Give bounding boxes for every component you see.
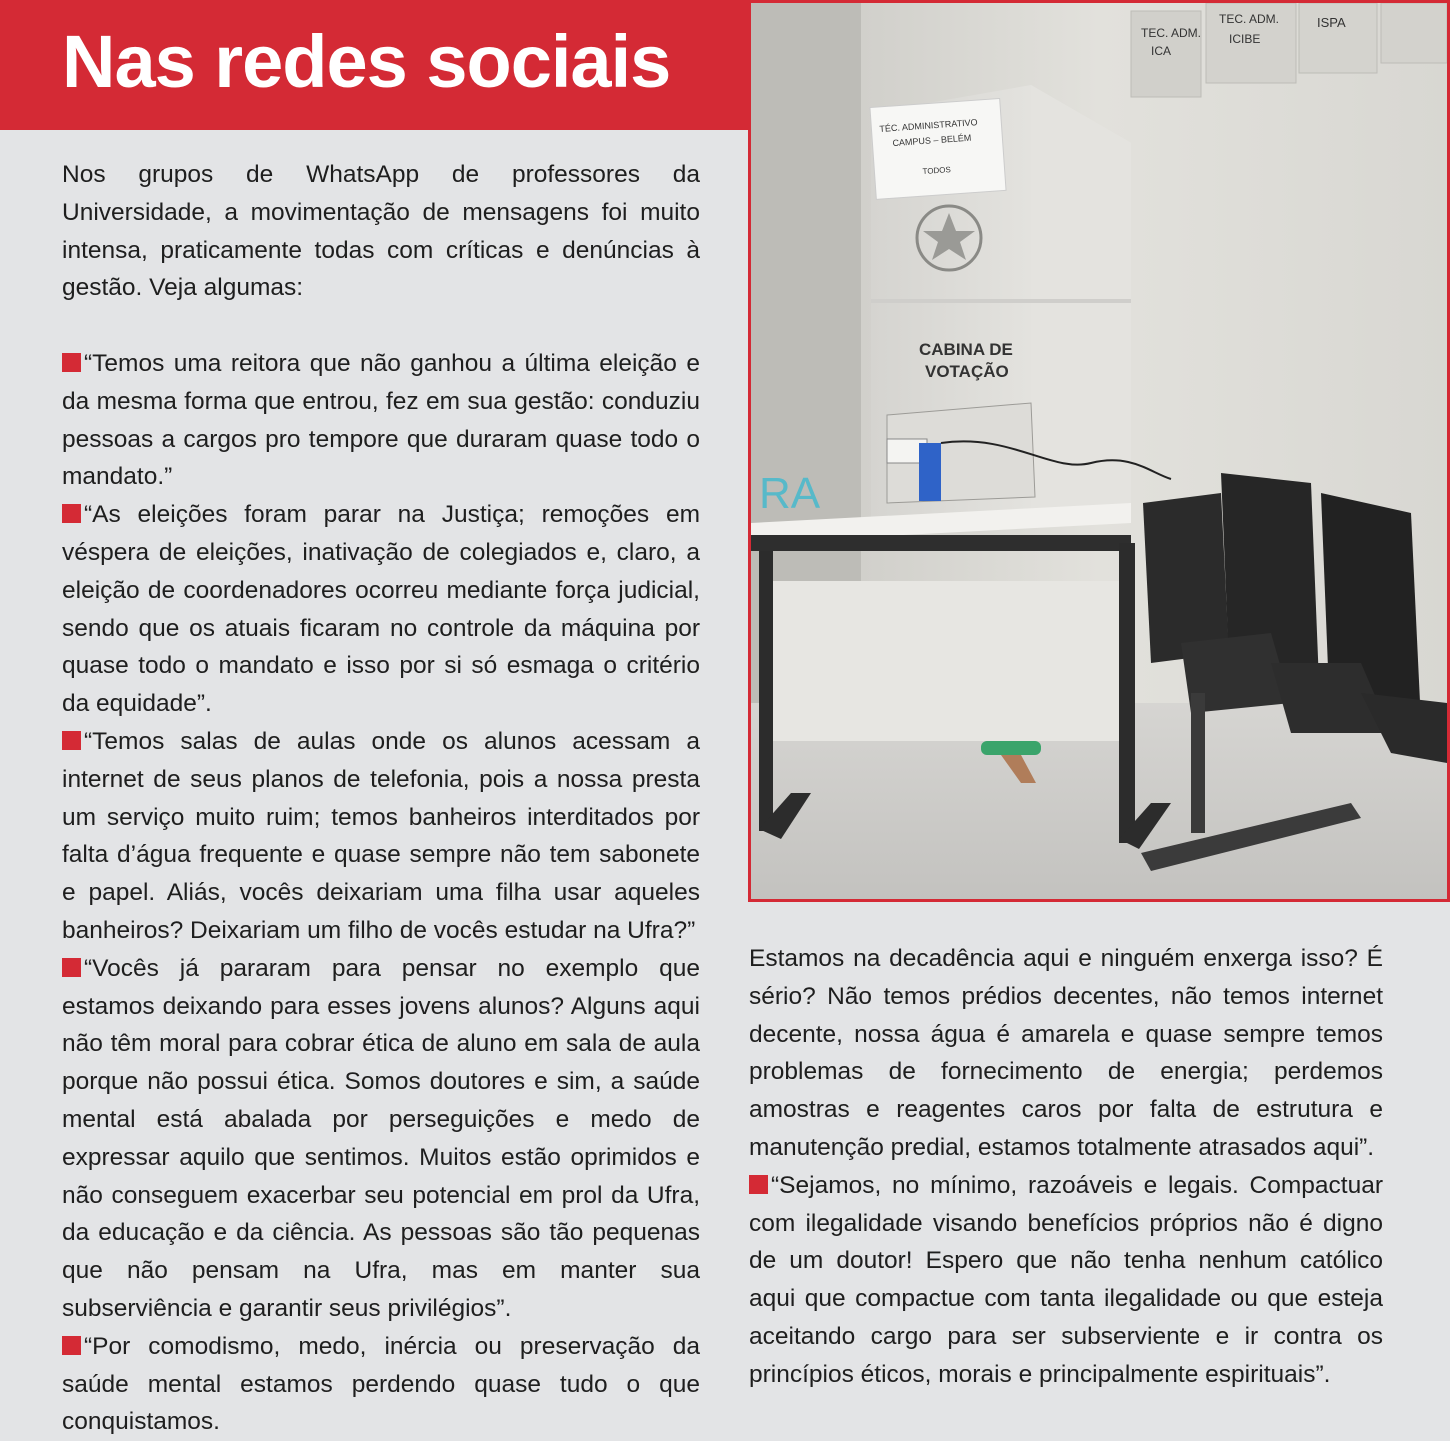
quote-text: “As eleições foram parar na Justiça; remoções em véspera de eleições, inativação de colegiados e, claro, a eleição de coordenadores ocorreu mediante força judicial, sendo que os atuais ficaram no controle da máquina por quase todo o mandato e isso por si só esmaga o critério da equidade”.: [62, 501, 700, 718]
chair-back-1: [1143, 493, 1229, 663]
page-title: Nas redes sociais: [62, 20, 671, 103]
photo-illustration: [751, 3, 1447, 899]
table-modesty-panel: [771, 581, 1123, 741]
wall-sign-2-line-1: TEC. ADM.: [1219, 12, 1280, 26]
quote-5-continued: Estamos na decadência aqui e ninguém enxerga isso? É sério? Não temos prédios decentes, não temos internet decente, nossa água é amarela e quase sempre temos problemas de fornecimento de energia; perdemos amostras e reagentes caros por falta de estrutura e manutenção predial, estamos totalmente atrasados aqui”.: [749, 945, 1383, 1161]
quote-text: “Sejamos, no mínimo, razoáveis e legais. Compactuar com ilegalidade visando benefícios próprios não é digno de um doutor! Espero que não tenha nenhum católico aqui que compactue com tanta ilegalidade ou que esteja aceitando cargo para ser subserviente e ir contra os princípios éticos, morais e principalmente espirituais”.: [749, 1171, 1383, 1388]
wall-letters: RA: [759, 469, 821, 518]
quote-2: [62, 496, 700, 723]
booth-label-line-2: VOTAÇÃO: [925, 362, 1009, 381]
wall-sign-3: [1299, 3, 1377, 73]
paper-sign-line-1: TÉC. ADMINISTRATIVO: [879, 117, 978, 134]
booth-fold-line: [871, 299, 1131, 303]
quote-4: [62, 950, 700, 1328]
right-column: [749, 940, 1383, 1394]
quote-1: [62, 345, 700, 496]
wall-sign-4: [1381, 3, 1447, 63]
intro-paragraph: Nos grupos de WhatsApp de professores da Universidade, a movimentação de mensagens foi muito intensa, praticamente todas com críticas e denúncias à gestão. Veja algumas:: [62, 161, 700, 302]
table-leg-right: [1119, 543, 1135, 843]
booth-label-line-1: CABINA DE: [919, 340, 1013, 359]
booth-side: [1031, 85, 1131, 523]
paper-sign-line-3: TODOS: [922, 165, 952, 177]
quote-text: “Temos salas de aulas onde os alunos acessam a internet de seus planos de telefonia, pois a nossa presta um serviço muito ruim; temos banheiros interditados por falta d’água frequente e quase sempre não tem sabonete e papel. Aliás, vocês deixariam uma filha usar aqueles banheiros? Deixariam um filho de vocês estudar na Ufra?”: [62, 727, 700, 944]
machine-blue-handle: [919, 443, 941, 501]
bullet-square-icon: [62, 504, 81, 523]
bullet-square-icon: [62, 958, 81, 977]
bullet-square-icon: [62, 731, 81, 750]
wall-sign-2-line-2: ICIBE: [1229, 32, 1261, 46]
bullet-square-icon: [749, 1175, 768, 1194]
quote-6: [749, 1167, 1383, 1394]
quote-text: “Vocês já pararam para pensar no exemplo que estamos deixando para esses jovens alunos? Alguns aqui não têm moral para cobrar ética de aluno em sala de aula porque não possui ética. Somos doutores e sim, a saúde mental está abalada por perseguições e medo de expressar aquilo que sentimos. Muitos estão oprimidos e não conseguem exacerbar seu potencial em prol da Ufra, da educação e da ciência. As pessoas são tão pequenas que não pensam na Ufra, mas em manter sua subserviência e garantir seus privilégios”.: [62, 954, 700, 1322]
title-banner: [0, 0, 748, 130]
voting-booth-photo: [748, 0, 1450, 902]
paper-sign-line-2: CAMPUS – BELÉM: [892, 132, 972, 149]
bullet-square-icon: [62, 353, 81, 372]
quote-text: “Temos uma reitora que não ganhou a última eleição e da mesma forma que entrou, fez em sua gestão: conduziu pessoas a cargos pro tempore que duraram quase todo o mandato.”: [62, 349, 700, 491]
wall-sign-1-line-1: TEC. ADM.: [1141, 26, 1202, 40]
table-leg-left: [759, 551, 773, 831]
quote-5: [62, 1328, 700, 1441]
chair-frame-leg: [1191, 693, 1205, 833]
booth-paper-sign: [870, 99, 1006, 200]
person-foot: [981, 741, 1041, 755]
left-column: [62, 156, 700, 1441]
quote-3: [62, 723, 700, 950]
bullet-square-icon: [62, 1336, 81, 1355]
table-edge: [751, 535, 1131, 551]
wall-sign-1-line-2: ICA: [1151, 44, 1172, 58]
wall-sign-3-line-1: ISPA: [1317, 15, 1346, 30]
quote-text: “Por comodismo, medo, inércia ou preservação da saúde mental estamos perdendo quase tudo o que conquistamos.: [62, 1332, 700, 1436]
